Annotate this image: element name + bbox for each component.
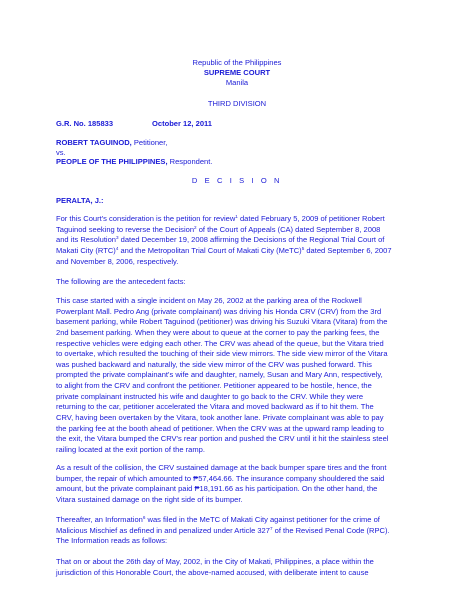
paragraph-line: the exit, the Vitara bumped the CRV's rear portion and pushed the CRV until it hit the stainless steel: [56, 434, 389, 444]
paragraph-line: private complainant instructed his wife and daughter to go back to the CRV. While they were: [56, 391, 364, 401]
respondent-role: Respondent.: [167, 157, 213, 166]
petitioner-role: Petitioner,: [131, 138, 168, 147]
paragraph-line: [56, 536, 424, 547]
text-run: dated December 19, 2008 affirming the Decisions of the Regional Trial Court of: [118, 235, 385, 245]
paragraph-damage: [56, 463, 424, 506]
paragraph-line: [56, 526, 424, 537]
text-run: Makati City (RTC): [56, 245, 116, 255]
division-heading: THIRD DIVISION: [207, 99, 267, 108]
paragraph-line: bumper, the repair of which amounted to ₱57,464.66. The insurance company shouldered the said: [56, 473, 385, 483]
paragraph-facts: [56, 296, 424, 456]
footnote-reference[interactable]: 3: [116, 235, 119, 241]
ponente: PERALTA, J.:: [56, 196, 104, 205]
paragraph-line: [56, 225, 424, 236]
footnote-reference[interactable]: 6: [142, 515, 146, 520]
paragraph-line: the parking fee at the booth ahead of petitioner. When the CRV was at the upward ramp leading to: [56, 423, 384, 433]
paragraph-line: This case started with a single incident on May 26, 2002 at the parking area of the Rockwell: [56, 296, 362, 305]
paragraph-line: [56, 246, 424, 257]
footnote-reference[interactable]: 1: [235, 214, 238, 219]
petitioner-name: ROBERT TAGUINOD,: [56, 138, 132, 147]
text-run: For this Court's consideration is the petition for review: [56, 214, 236, 223]
text-run: of the Revised Penal Code (RPC).: [272, 525, 390, 535]
footnote-reference[interactable]: 7: [269, 525, 273, 531]
text-run: dated February 5, 2009 of petitioner Robert: [237, 214, 385, 223]
court-name: SUPREME COURT: [203, 68, 271, 77]
decision-title: D E C I S I O N: [191, 176, 283, 185]
paragraph-line: railing located at the exit portion of the ramp.: [56, 444, 205, 454]
versus: vs.: [56, 148, 66, 157]
paragraph-line: As a result of the collision, the CRV sustained damage at the back bumper spare tires and the front: [56, 463, 387, 472]
paragraph-line: respective vehicles were edging each other. The CRV was ahead of the queue, but the Vitara tried: [56, 338, 384, 348]
petitioner-line: [56, 137, 167, 148]
paragraph-line: The following are the antecedent facts:: [56, 277, 186, 286]
footnote-reference[interactable]: 4: [115, 245, 119, 251]
court-city: Manila: [225, 78, 249, 87]
text-run: The Information reads as follows:: [56, 536, 168, 546]
paragraph-line: [56, 515, 424, 526]
paragraph-line: 2nd basement parking. When they were about to queue at the corner to pay the parking fees, the: [56, 327, 380, 337]
text-run: Taguinod seeking to reverse the Decision: [56, 224, 195, 234]
case-date: October 12, 2011: [152, 119, 212, 128]
footnote-reference[interactable]: 2: [194, 224, 197, 230]
paragraph-petition: [56, 214, 424, 267]
paragraph-line: [56, 257, 424, 268]
paragraph-information-text: [56, 557, 424, 578]
paragraph-line: [56, 235, 424, 246]
paragraph-line: was pushed backward and naturally, the side view mirror of the CRV was pushed forward. This: [56, 359, 372, 369]
paragraph-line: [56, 214, 424, 225]
paragraph-line: to alight from the CRV and confront the petitioner. Petitioner appeared to be hostile, hence, the: [56, 381, 372, 391]
text-run: and the Metropolitan Trial Court of Makati City (MeTC): [118, 245, 302, 255]
paragraph-information: [56, 515, 424, 547]
paragraph-line: That on or about the 26th day of May, 2002, in the City of Makati, Philippines, a place within the: [56, 557, 374, 566]
text-run: of the Court of Appeals (CA) dated September 8, 2008: [196, 224, 381, 234]
respondent-name: PEOPLE OF THE PHILIPPINES,: [56, 157, 168, 166]
paragraph-line: Powerplant Mall. Pedro Ang (private complainant) was driving his Honda CRV (CRV) from the 3rd: [56, 306, 382, 316]
paragraph-line: amount, but the private complainant paid ₱18,191.66 as his participation. On the other hand, the: [56, 484, 378, 494]
text-run: was filed in the MeTC of Makati City against petitioner for the crime of: [145, 515, 380, 524]
text-run: Malicious Mischief as defined in and penalized under Article 327: [56, 525, 270, 535]
text-run: Thereafter, an Information: [56, 515, 143, 524]
paragraph-antecedents-intro: [56, 277, 424, 288]
text-run: dated September 6, 2007: [304, 245, 392, 255]
paragraph-line: basement parking, while Robert Taguinod (petitioner) was driving his Suzuki Vitara (Vitara) from the: [56, 317, 388, 327]
text-run: and its Resolution: [56, 235, 116, 245]
respondent-line: [56, 156, 212, 167]
paragraph-line: to overtake, which resulted the touching of their side view mirrors. The side view mirror of the Vitara: [56, 349, 388, 359]
paragraph-line: CRV, having been overtaken by the Vitara, took another lane. Private complainant was able to pay: [56, 413, 384, 423]
case-number: G.R. No. 185833: [56, 119, 114, 128]
republic-line: Republic of the Philippines: [192, 58, 282, 67]
text-run: and November 8, 2006, respectively.: [56, 256, 179, 266]
paragraph-line: returning to the car, petitioner accelerated the Vitara and moved backward as if to hit them. The: [56, 402, 374, 412]
paragraph-line: Vitara sustained damage on the right side of its bumper.: [56, 494, 243, 504]
footnote-reference[interactable]: 5: [301, 245, 305, 251]
paragraph-line: jurisdiction of this Honorable Court, the above-named accused, with deliberate intent to cause: [56, 567, 369, 577]
paragraph-line: prompted the private complainant's wife and daughter, namely, Susan and Mary Ann, respectively,: [56, 370, 383, 380]
